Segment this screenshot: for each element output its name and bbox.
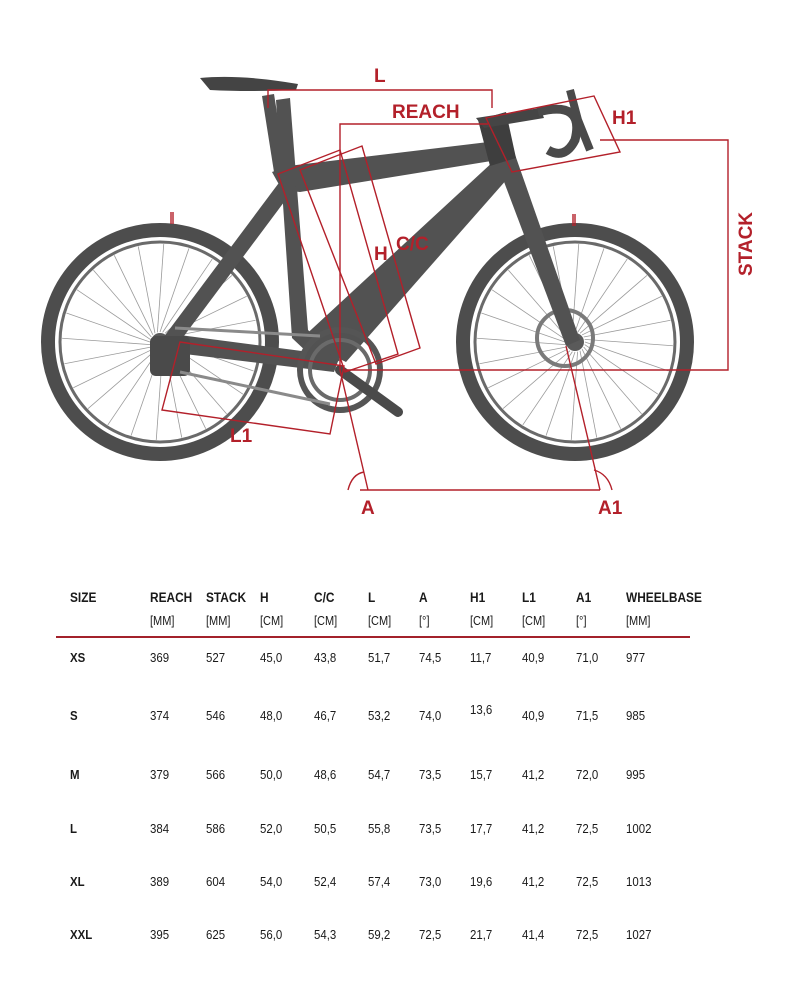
table-cell: 604 (206, 874, 226, 889)
unit-cell: [MM] (626, 614, 651, 628)
table-cell: 52,0 (260, 821, 283, 836)
table-cell: 11,7 (470, 650, 492, 665)
table-cell: 379 (150, 767, 170, 782)
header-cell: SIZE (70, 590, 97, 605)
size-cell: XS (70, 650, 86, 665)
header-cell: WHEELBASE (626, 590, 702, 605)
unit-cell: [CM] (314, 614, 338, 628)
table-cell: 48,0 (260, 708, 283, 723)
table-cell: 73,0 (419, 874, 442, 889)
label-h1: H1 (612, 108, 637, 129)
table-cell: 54,0 (260, 874, 283, 889)
unit-cell: [MM] (150, 614, 175, 628)
table-cell: 72,5 (576, 927, 599, 942)
table-cell: 57,4 (368, 874, 391, 889)
unit-cell: [CM] (260, 614, 284, 628)
table-cell: 586 (206, 821, 226, 836)
table-cell: 41,4 (522, 927, 545, 942)
table-cell: 374 (150, 708, 170, 723)
table-cell: 17,7 (470, 821, 493, 836)
table-cell: 977 (626, 650, 646, 665)
table-row (56, 702, 696, 728)
label-stack: STACK (736, 211, 757, 276)
table-cell: 54,7 (368, 767, 391, 782)
label-h: H (374, 244, 388, 265)
table-cell: 45,0 (260, 650, 283, 665)
table-cell: 53,2 (368, 708, 391, 723)
table-cell: 50,0 (260, 767, 283, 782)
table-cell: 21,7 (470, 927, 493, 942)
header-cell: A (419, 590, 428, 605)
table-cell: 384 (150, 821, 170, 836)
table-cell: 546 (206, 708, 226, 723)
geometry-table (56, 590, 702, 942)
header-cell: H1 (470, 590, 486, 605)
table-cell: 41,2 (522, 821, 545, 836)
label-reach: REACH (392, 102, 460, 123)
size-cell: S (70, 708, 78, 723)
table-cell: 72,5 (576, 821, 599, 836)
table-cell: 50,5 (314, 821, 337, 836)
table-cell: 985 (626, 708, 646, 723)
header-cell: A1 (576, 590, 592, 605)
table-cell: 74,0 (419, 708, 442, 723)
header-cell: L (368, 590, 376, 605)
table-cell: 40,9 (522, 708, 545, 723)
table-cell: 566 (206, 767, 226, 782)
table-cell: 41,2 (522, 874, 545, 889)
unit-cell: [CM] (470, 614, 494, 628)
table-cell: 625 (206, 927, 226, 942)
table-units-row (56, 614, 696, 634)
table-cell: 1013 (626, 874, 652, 889)
table-row (56, 650, 696, 670)
table-header-row (56, 590, 702, 610)
size-cell: XL (70, 874, 85, 889)
table-cell: 73,5 (419, 821, 442, 836)
table-cell: 72,0 (576, 767, 599, 782)
label-a: A (361, 498, 375, 519)
table-cell: 56,0 (260, 927, 283, 942)
table-cell: 72,5 (419, 927, 442, 942)
table-cell: 43,8 (314, 650, 337, 665)
table-cell: 995 (626, 767, 646, 782)
table-cell: 1002 (626, 821, 652, 836)
table-cell: 71,0 (576, 650, 599, 665)
table-cell: 15,7 (470, 767, 493, 782)
label-cc: C/C (396, 234, 429, 255)
table-cell: 40,9 (522, 650, 545, 665)
table-cell: 369 (150, 650, 170, 665)
table-cell: 73,5 (419, 767, 442, 782)
table-cell: 71,5 (576, 708, 599, 723)
header-cell: STACK (206, 590, 247, 605)
table-cell: 48,6 (314, 767, 337, 782)
table-cell: 74,5 (419, 650, 442, 665)
unit-cell: [°] (419, 614, 430, 628)
header-cell: C/C (314, 590, 335, 605)
table-row (56, 821, 696, 841)
table-row (56, 927, 696, 947)
table-cell: 19,6 (470, 874, 493, 889)
label-l: L (374, 66, 386, 87)
table-cell: 395 (150, 927, 170, 942)
unit-cell: [MM] (206, 614, 231, 628)
table-cell: 1027 (626, 927, 652, 942)
header-cell: L1 (522, 590, 536, 605)
table-cell: 51,7 (368, 650, 391, 665)
label-l1: L1 (230, 426, 253, 447)
label-a1: A1 (598, 498, 623, 519)
table-header-rule (56, 636, 690, 638)
table-cell: 389 (150, 874, 170, 889)
size-cell: L (70, 821, 77, 836)
table-row (56, 874, 696, 894)
unit-cell: [CM] (368, 614, 392, 628)
table-row (56, 767, 696, 787)
unit-cell: [°] (576, 614, 587, 628)
table-cell: 527 (206, 650, 226, 665)
unit-cell: [CM] (522, 614, 546, 628)
table-cell: 41,2 (522, 767, 545, 782)
table-cell: 52,4 (314, 874, 337, 889)
table-cell: 72,5 (576, 874, 599, 889)
header-cell: H (260, 590, 269, 605)
table-cell: 59,2 (368, 927, 391, 942)
table-cell: 54,3 (314, 927, 337, 942)
table-cell: 13,6 (470, 702, 493, 717)
bike-illustration (48, 77, 687, 454)
table-cell: 55,8 (368, 821, 391, 836)
size-cell: XXL (70, 927, 93, 942)
table-cell: 46,7 (314, 708, 337, 723)
size-cell: M (70, 767, 80, 782)
header-cell: REACH (150, 590, 193, 605)
